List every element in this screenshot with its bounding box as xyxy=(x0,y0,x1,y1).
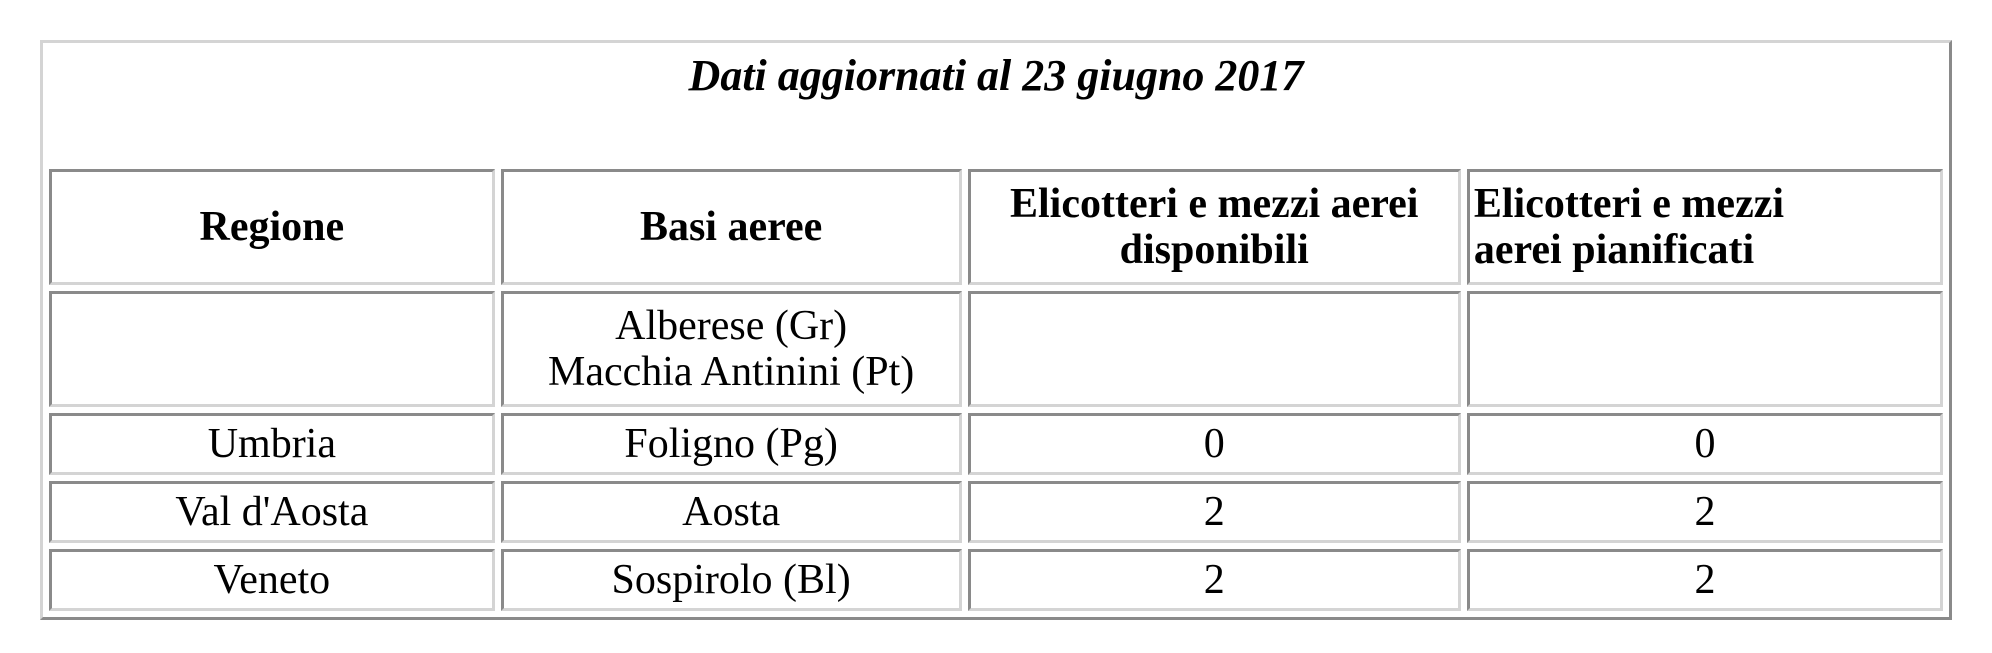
cell-basi-aeree: Aosta xyxy=(501,481,962,543)
header-mezzi-disponibili-line-2: disponibili xyxy=(1119,227,1309,273)
cell-regione xyxy=(49,291,495,407)
cell-regione: Veneto xyxy=(49,549,495,611)
cell-basi-aeree: Foligno (Pg) xyxy=(501,413,962,475)
cell-basi-aeree: Sospirolo (Bl) xyxy=(501,549,962,611)
cell-disponibili: 2 xyxy=(968,481,1461,543)
cell-regione: Umbria xyxy=(49,413,495,475)
cell-basi-aeree-line-2: Macchia Antinini (Pt) xyxy=(547,349,915,395)
table-title: Dati aggiornati al 23 giugno 2017 xyxy=(688,51,1304,100)
header-regione: Regione xyxy=(49,169,495,285)
header-mezzi-pianificati-line-1: Elicotteri e mezzi xyxy=(1473,181,1785,227)
header-basi-aeree: Basi aeree xyxy=(501,169,962,285)
cell-disponibili: 2 xyxy=(968,549,1461,611)
cell-pianificati xyxy=(1467,291,1943,407)
header-mezzi-disponibili xyxy=(968,169,1461,285)
cell-pianificati: 2 xyxy=(1467,481,1943,543)
table-title-row xyxy=(49,49,1943,163)
cell-pianificati: 2 xyxy=(1467,549,1943,611)
page-content xyxy=(40,40,1952,620)
header-mezzi-pianificati xyxy=(1467,169,1943,285)
cell-regione: Val d'Aosta xyxy=(49,481,495,543)
header-mezzi-pianificati-line-2: aerei pianificati xyxy=(1473,227,1755,273)
aircraft-table xyxy=(40,40,1952,620)
table-row xyxy=(49,291,1943,407)
cell-pianificati: 0 xyxy=(1467,413,1943,475)
table-row xyxy=(49,413,1943,475)
table-row xyxy=(49,549,1943,611)
cell-basi-aeree xyxy=(501,291,962,407)
table-row xyxy=(49,481,1943,543)
cell-basi-aeree-line-1: Alberese (Gr) xyxy=(615,303,848,349)
cell-disponibili: 0 xyxy=(968,413,1461,475)
header-mezzi-disponibili-line-1: Elicotteri e mezzi aerei xyxy=(1009,181,1419,227)
cell-disponibili xyxy=(968,291,1461,407)
table-header-row xyxy=(49,169,1943,285)
